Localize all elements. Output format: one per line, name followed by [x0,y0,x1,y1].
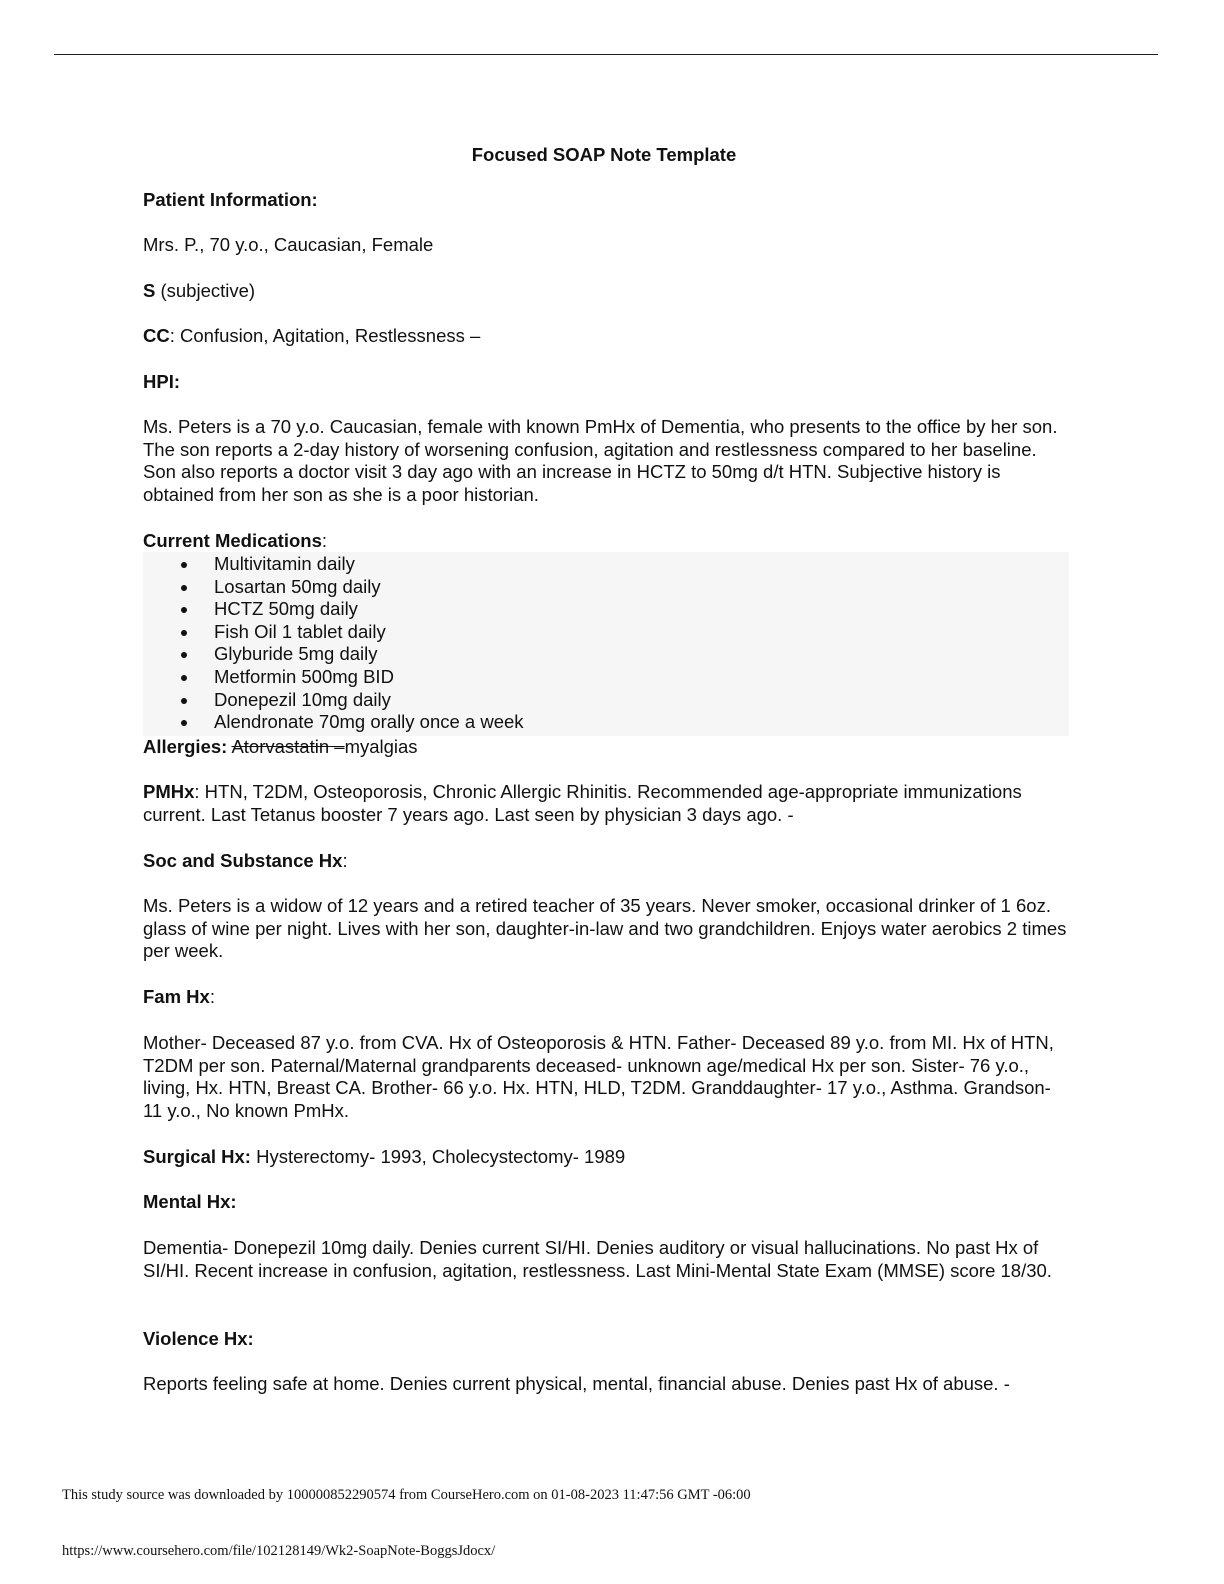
bullet-icon [181,675,187,681]
subjective-line [143,280,1073,303]
medication-name: HCTZ 50mg daily [214,598,358,620]
fam-hx-colon: : [209,986,215,1007]
allergies-line [143,736,1073,759]
medications-colon: : [321,530,327,551]
medications-heading-line [143,530,1073,553]
patient-info-text: Mrs. P., 70 y.o., Caucasian, Female [143,234,434,255]
fam-hx-label: Fam Hx [143,986,210,1007]
fam-hx-heading-line [143,986,1073,1009]
violence-hx-heading: Violence Hx: [143,1328,254,1349]
surgical-hx-label: Surgical Hx: [143,1146,251,1167]
header-rule [54,54,1158,55]
medications-heading: Current Medications [143,530,322,551]
hpi-text: Ms. Peters is a 70 y.o. Caucasian, female with known PmHx of Dementia, who presents to the office by her son. The son reports a 2-day history of worsening confusion, agitation and restlessness compared to her baseline. Son also reports a doctor visit 3 day ago with an increase in HCTZ to 50mg d/t HTN. Subjective history is obtained from her son as she is a poor historian. [143,416,1058,505]
mental-hx-heading: Mental Hx: [143,1191,237,1212]
list-item [143,689,1069,712]
allergies-struck: Atorvastatin – [231,736,345,757]
medication-name: Glyburide 5mg daily [214,643,378,665]
pmhx-section [143,781,1073,826]
medication-name: Fish Oil 1 tablet daily [214,620,386,642]
list-item [143,576,1069,599]
medications-list [143,553,1069,734]
soc-hx-colon: : [342,850,348,871]
pmhx-label: PMHx [143,781,195,802]
bullet-icon [181,585,187,591]
list-item [143,621,1069,644]
bullet-icon [181,698,187,704]
bullet-icon [181,562,187,568]
list-item [143,553,1069,576]
medication-name: Alendronate 70mg orally once a week [214,711,524,733]
download-notice: This study source was downloaded by 100000852290574 from CourseHero.com on 01-08-2023 11:47:56 GMT -06:00 [62,1487,751,1503]
patient-info-heading: Patient Information: [143,189,318,210]
subjective-letter: S [143,280,156,301]
mental-hx-text: Dementia- Donepezil 10mg daily. Denies current SI/HI. Denies auditory or visual hallucinations. No past Hx of SI/HI. Recent increase in confusion, agitation, restlessness. Last Mini-Mental State Exam (MMSE) score 18/30. [143,1237,1052,1281]
hpi-heading: HPI: [143,371,180,392]
bullet-icon [181,630,187,636]
allergies-text: myalgias [344,736,418,757]
list-item [143,666,1069,689]
pmhx-text: : HTN, T2DM, Osteoporosis, Chronic Allergic Rhinitis. Recommended age-appropriate immunizations current. Last Tetanus booster 7 years ago. Last seen by physician 3 days ago. - [143,781,1022,825]
soc-hx-heading-line [143,850,1073,873]
medication-name: Donepezil 10mg daily [214,688,391,710]
list-item [143,598,1069,621]
soc-hx-text: Ms. Peters is a widow of 12 years and a retired teacher of 35 years. Never smoker, occasional drinker of 1 6oz. glass of wine per night. Lives with her son, daughter-in-law and two grandchildren. Enjoys water aerobics 2 times per week. [143,895,1067,962]
source-url[interactable]: https://www.coursehero.com/file/102128149/Wk2-SoapNote-BoggsJdocx/ [62,1543,496,1559]
cc-label: CC [143,325,170,346]
bullet-icon [181,720,187,726]
subjective-label: (subjective) [155,280,256,301]
fam-hx-text: Mother- Deceased 87 y.o. from CVA. Hx of Osteoporosis & HTN. Father- Deceased 89 y.o. from MI. Hx of HTN, T2DM per son. Paternal/Maternal grandparents deceased- unknown age/medical Hx per son. Sister- 76 y.o., living, Hx. HTN, Breast CA. Brother- 66 y.o. Hx. HTN, HLD, T2DM. Granddaughter- 17 y.o., Asthma. Grandson- 11 y.o., No known PmHx. [143,1032,1054,1121]
chief-complaint [143,325,1073,348]
document-title: Focused SOAP Note Template [471,144,737,165]
list-item [143,643,1069,666]
allergies-label: Allergies: [143,736,228,757]
medication-name: Metformin 500mg BID [214,665,394,687]
list-item [143,711,1069,734]
medication-name: Multivitamin daily [214,553,355,574]
bullet-icon [181,652,187,658]
bullet-icon [181,607,187,613]
surgical-hx-line [143,1146,1073,1169]
medications-panel [143,552,1069,736]
cc-text: : Confusion, Agitation, Restlessness – [169,325,481,346]
medication-name: Losartan 50mg daily [214,575,381,597]
surgical-hx-text: Hysterectomy- 1993, Cholecystectomy- 1989 [250,1146,626,1167]
violence-hx-text: Reports feeling safe at home. Denies current physical, mental, financial abuse. Denies past Hx of abuse. - [143,1373,1010,1394]
soc-hx-label: Soc and Substance Hx [143,850,343,871]
